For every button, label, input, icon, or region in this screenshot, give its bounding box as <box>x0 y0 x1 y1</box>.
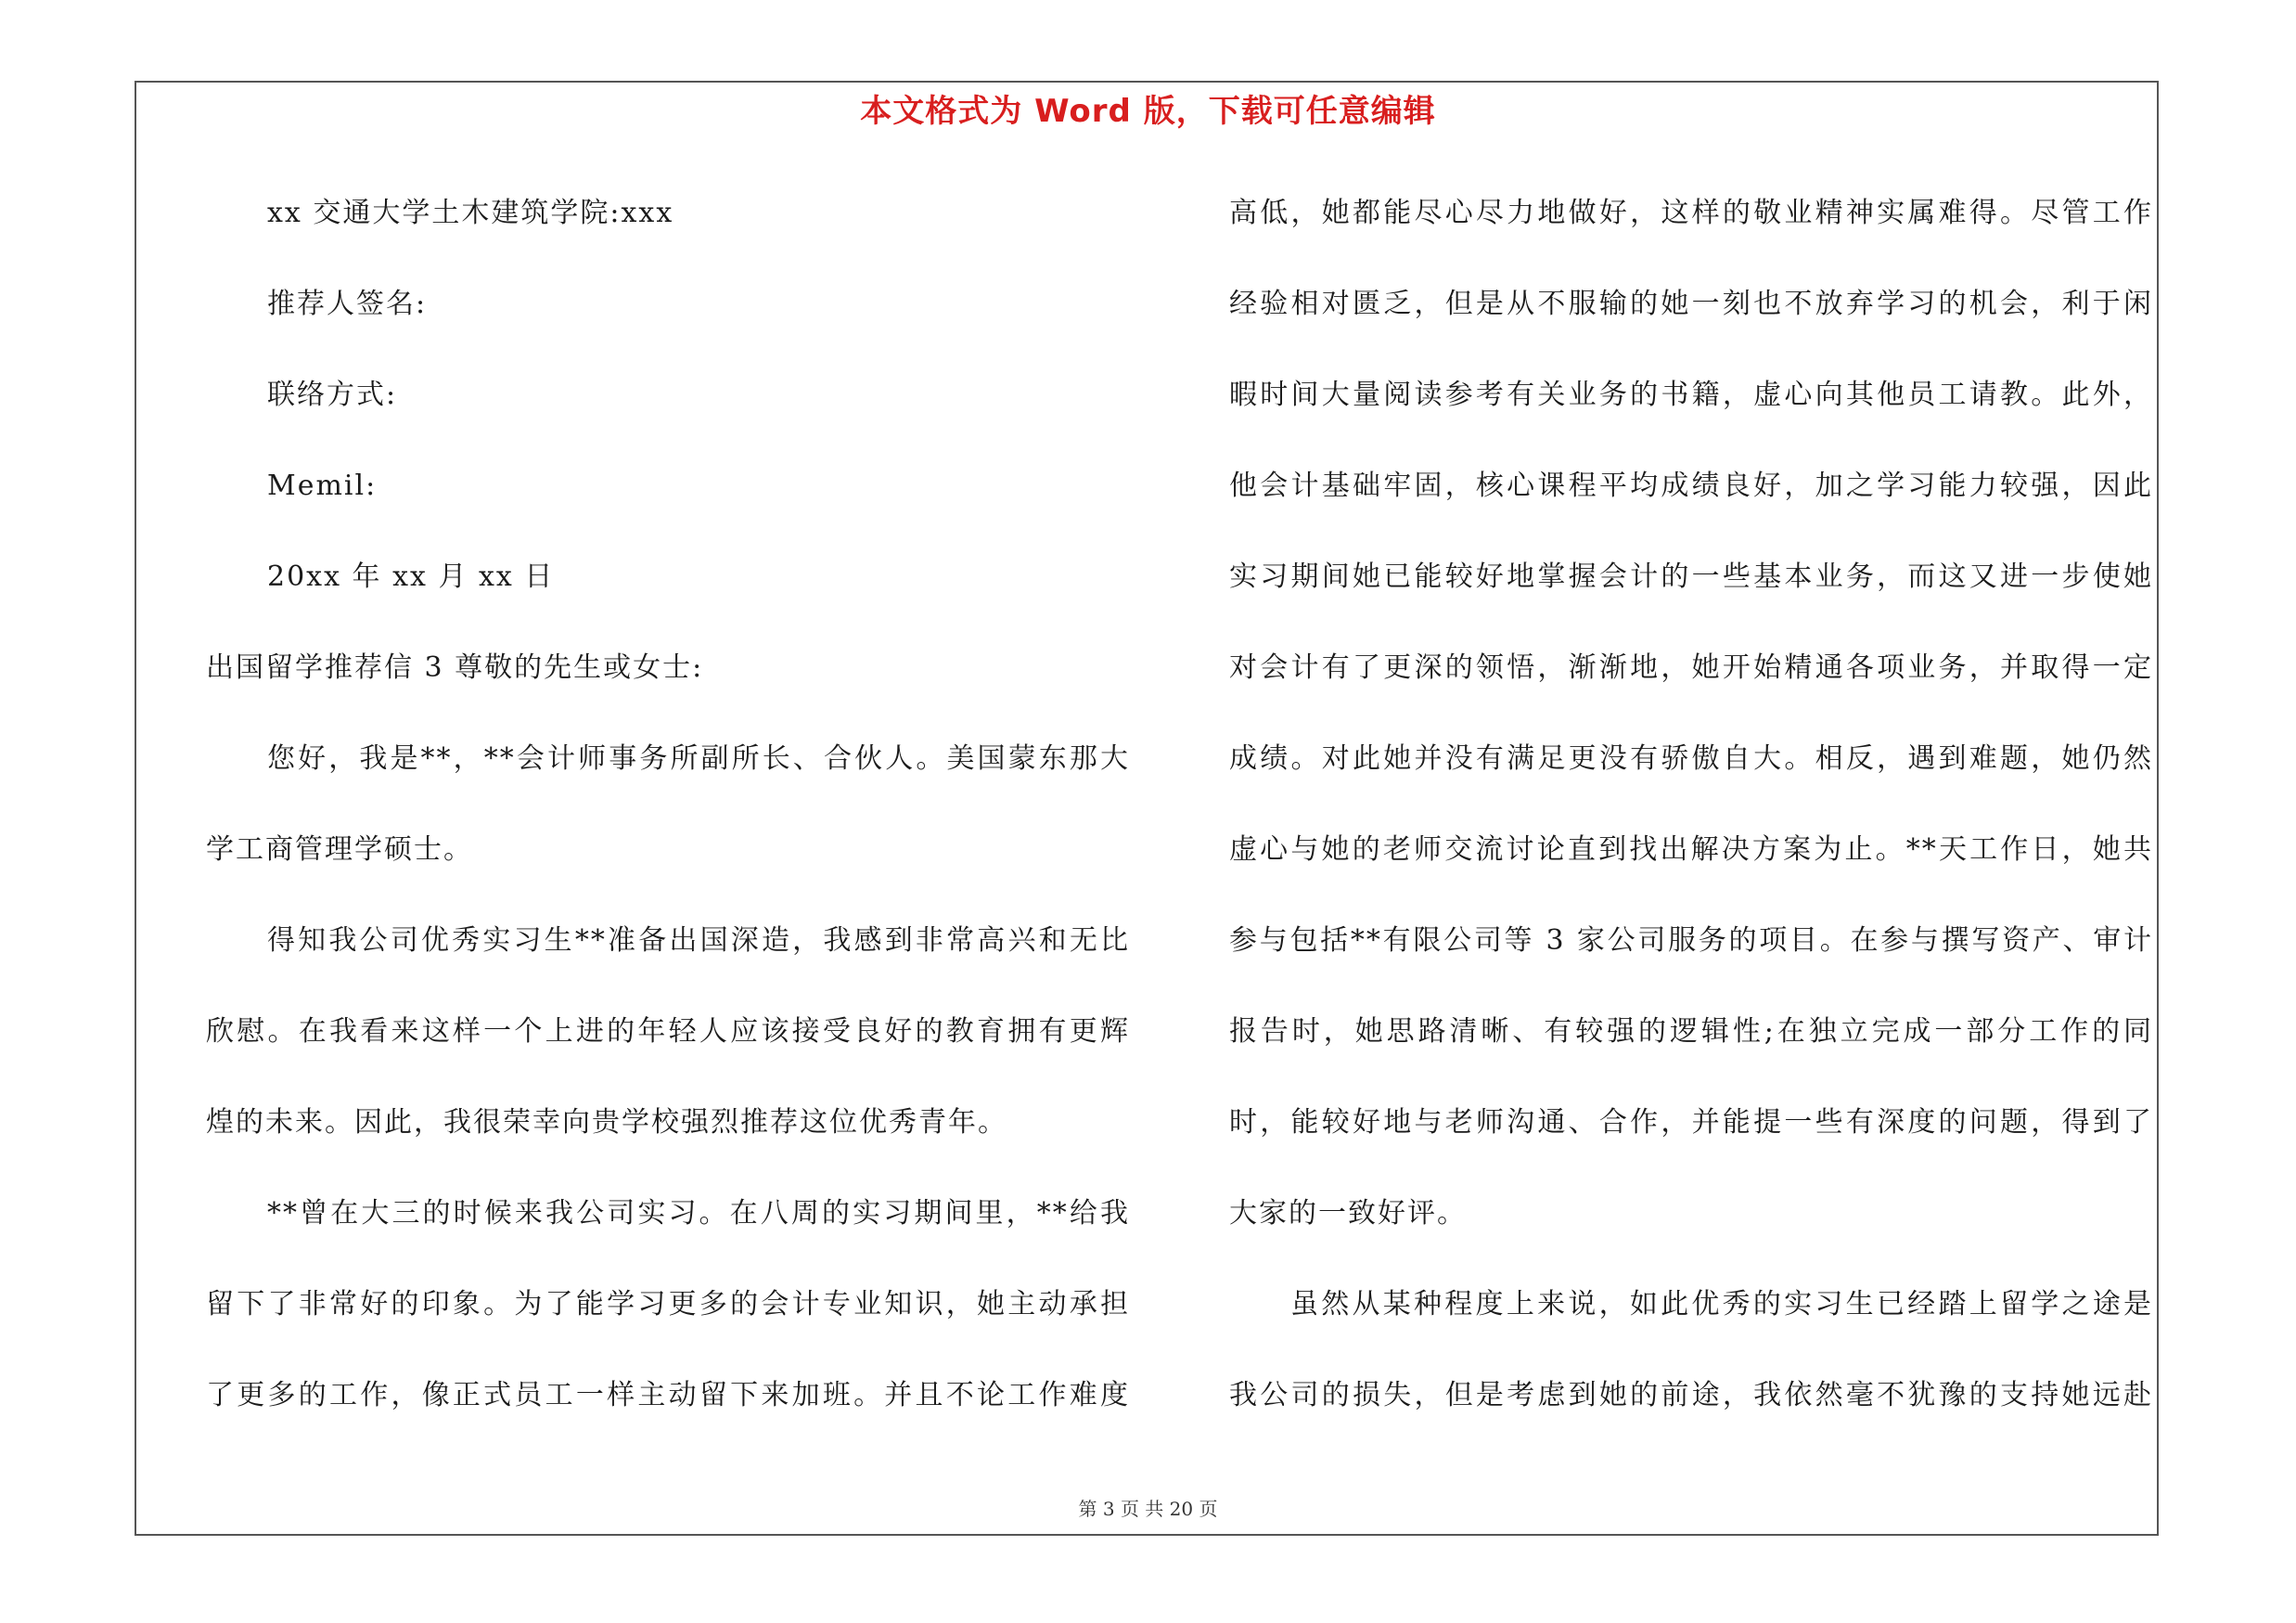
left-line-4: Memil: <box>267 470 378 502</box>
right-line-6: 对会计有了更深的领悟，渐渐地，她开始精通各项业务，并取得一定 <box>1229 651 2153 684</box>
right-line-2: 经验相对匮乏，但是从不服输的她一刻也不放弃学习的机会，利于闲 <box>1229 288 2153 320</box>
left-line-13: 留下了非常好的印象。为了能学习更多的会计专业知识，她主动承担 <box>206 1288 1130 1320</box>
left-line-3: 联络方式: <box>267 379 398 411</box>
right-line-7: 成绩。对此她并没有满足更没有骄傲自大。相反，遇到难题，她仍然 <box>1229 742 2153 775</box>
right-line-1: 高低，她都能尽心尽力地做好，这样的敬业精神实属难得。尽管工作 <box>1229 197 2153 229</box>
left-line-7: 您好，我是**，**会计师事务所副所长、合伙人。美国蒙东那大 <box>267 742 1130 775</box>
left-line-11: 煌的未来。因此，我很荣幸向贵学校强烈推荐这位优秀青年。 <box>206 1106 1007 1139</box>
right-line-3: 暇时间大量阅读参考有关业务的书籍，虚心向其他员工请教。此外， <box>1229 379 2153 411</box>
left-line-5: 20xx 年 xx 月 xx 日 <box>267 560 555 593</box>
right-line-14: 我公司的损失，但是考虑到她的前途，我依然毫不犹豫的支持她远赴 <box>1229 1379 2153 1411</box>
right-line-12: 大家的一致好评。 <box>1229 1197 1467 1230</box>
right-line-8: 虚心与她的老师交流讨论直到找出解决方案为止。**天工作日，她共 <box>1229 833 2153 866</box>
left-line-6: 出国留学推荐信 3 尊敬的先生或女士: <box>206 651 704 684</box>
left-line-8: 学工商管理学硕士。 <box>206 833 473 866</box>
left-line-2: 推荐人签名: <box>267 288 428 320</box>
left-line-10: 欣慰。在我看来这样一个上进的年轻人应该接受良好的教育拥有更辉 <box>206 1015 1130 1048</box>
left-line-14: 了更多的工作，像正式员工一样主动留下来加班。并且不论工作难度 <box>206 1379 1130 1411</box>
right-line-10: 报告时，她思路清晰、有较强的逻辑性;在独立完成一部分工作的同 <box>1229 1015 2153 1048</box>
right-line-9: 参与包括**有限公司等 3 家公司服务的项目。在参与撰写资产、审计 <box>1229 924 2153 957</box>
page-number-footer: 第 3 页 共 20 页 <box>1078 1498 1218 1520</box>
right-line-5: 实习期间她已能较好地掌握会计的一些基本业务，而这又进一步使她 <box>1229 560 2153 593</box>
right-column <box>1229 181 2153 1454</box>
word-format-banner: 本文格式为 Word 版，下载可任意编辑 <box>860 93 1436 130</box>
left-line-12: **曾在大三的时候来我公司实习。在八周的实习期间里，**给我 <box>267 1197 1130 1230</box>
right-line-13: 虽然从某种程度上来说，如此优秀的实习生已经踏上留学之途是 <box>1290 1288 2153 1320</box>
right-line-4: 他会计基础牢固，核心课程平均成绩良好，加之学习能力较强，因此 <box>1229 470 2153 502</box>
right-line-11: 时，能较好地与老师沟通、合作，并能提一些有深度的问题，得到了 <box>1229 1106 2153 1139</box>
left-column <box>206 181 1130 1454</box>
left-line-1: xx 交通大学土木建筑学院:xxx <box>267 197 674 229</box>
left-line-9: 得知我公司优秀实习生**准备出国深造，我感到非常高兴和无比 <box>267 924 1130 957</box>
